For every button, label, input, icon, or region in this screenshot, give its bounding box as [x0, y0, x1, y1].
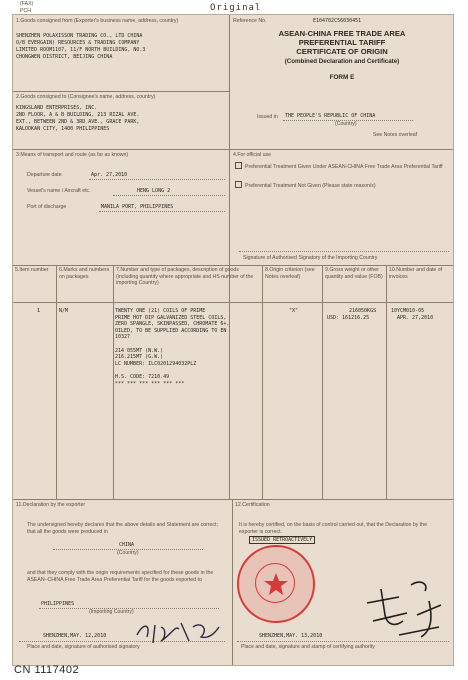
official-use-label: 4.For official use — [233, 152, 271, 158]
goods-description — [115, 308, 261, 387]
checkbox[interactable] — [235, 181, 242, 188]
desc-line: H.S. CODE: 7210.49 — [115, 373, 170, 380]
checkbox[interactable] — [235, 162, 242, 169]
exporter-line: CHONGWEN DISTRICT, BEIJING CHINA — [16, 54, 113, 60]
divider — [13, 91, 229, 92]
see-notes: See Notes overleaf — [373, 132, 418, 138]
invoice-number: 10YCM010-05 — [391, 308, 425, 314]
issued-in-label: Issued in — [257, 114, 278, 120]
divider — [113, 265, 114, 499]
col-marks: 6.Marks and numbers on packages — [59, 267, 110, 280]
gross-weight: 216050KGS — [349, 308, 377, 314]
col-invoices: 10.Number and date of invoices — [389, 267, 443, 280]
preferential-not-given-option[interactable] — [235, 181, 445, 190]
exporter-line: LIMITED ROOM1107, 11/F NORTH BUILDING, NO.3 — [16, 47, 146, 53]
desc-line — [115, 367, 261, 374]
reference-number: E104702C56030451 — [313, 18, 362, 24]
divider — [13, 499, 453, 500]
importing-caption: (Importing Country) — [89, 609, 134, 615]
consignee-line: KALOOKAN CITY, 1400 PHILIPPINES — [16, 126, 110, 132]
underline — [89, 179, 225, 180]
departure-label: Departure date — [27, 172, 62, 178]
col-description: 7.Number and type of packages, description of goods (including quantity where appropriate and HS number of the importing Country) — [116, 267, 254, 286]
country-caption: (Country) — [335, 121, 357, 127]
heading-line: (Combined Declaration and Certificate) — [284, 57, 400, 65]
origin-criterion: "X" — [289, 308, 299, 314]
desc-line: PRIME HOT DIP GALVANIZED STEEL COILS, — [115, 314, 227, 321]
divider — [232, 499, 233, 665]
divider — [56, 265, 57, 499]
exporter-label: 1.Goods consigned from (Exporter's business name, address, country) — [16, 18, 179, 24]
exporter-place-date: SHENZHEN,MAY. 12,2010 — [43, 633, 107, 639]
fob-value: USD: 161216.25 — [327, 315, 370, 321]
invoice-date: APR. 27,2010 — [397, 315, 434, 321]
certificate-sheet — [12, 14, 454, 666]
official-seal-stamp — [237, 545, 315, 623]
underline — [99, 211, 225, 212]
heading-line: CERTIFICATE OF ORIGIN — [296, 47, 388, 57]
exporter-signature-caption: Place and date, signature of authorised signatory — [27, 644, 140, 650]
country-caption: (Country) — [117, 550, 139, 556]
divider — [386, 265, 387, 499]
consignee-line: EXT., BETWEEN 2ND & 3RD AVE., GRACE PARK, — [16, 119, 140, 125]
desc-line — [115, 341, 261, 348]
desc-line: 214 055MT (N.W.) — [115, 347, 164, 354]
form-e-label: FORM E — [329, 73, 355, 81]
importing-country: PHILIPPINES — [41, 601, 75, 607]
transport-label: 3.Means of transport and route (as far as known) — [16, 152, 129, 158]
marks-value: N/M — [59, 308, 69, 314]
heading-line: ASEAN-CHINA FREE TRADE AREA — [278, 29, 406, 38]
divider — [229, 15, 230, 499]
desc-line: OILED, TO BE SUPPLIED ACCORDING TO EN — [115, 327, 227, 334]
col-item-number: 5.Item number — [15, 267, 49, 273]
consignee-line: KINGSLAND ENTERPRISES, INC. — [16, 105, 98, 111]
original-title: Original — [210, 3, 262, 13]
port-of-discharge: MANILA PORT, PHILIPPINES — [101, 204, 174, 210]
certification-label: 12.Certification — [235, 502, 270, 508]
declaration-text: and that they comply with the origin requirements specified for these goods in the ASEAN–CHINA Free Trade Area Preferential Tariff for the goods exported to — [27, 570, 214, 583]
port-label: Port of discharge — [27, 204, 67, 210]
certificate-heading — [231, 29, 453, 82]
issued-country: THE PEOPLE'S REPUBLIC OF CHINA — [285, 113, 376, 119]
option-text: Preferential Treatment Not Given (Please state reason/s) — [245, 183, 376, 189]
exporter-signature — [131, 615, 223, 649]
exporter-line: SHENZHEN POLAXISSON TRADING CO., LTD CHINA — [16, 33, 143, 39]
consignee-line: 2ND FLOOR, A & B BUILDING, 213 RIZAL AVE. — [16, 112, 140, 118]
divider — [13, 302, 453, 303]
declaration-text: The undersigned hereby declares that the above details and Statement are correct; that all the goods were produced in — [27, 522, 218, 535]
underline — [113, 195, 225, 196]
declaration-label: 11.Declaration by the exporter — [16, 502, 86, 508]
divider — [13, 265, 453, 266]
certifier-place-date: SHENZHEN,MAY. 13,2010 — [259, 633, 323, 639]
seal-star-icon — [263, 571, 289, 597]
option-text: Preferential Treatment Given Under ASEAN-CHINA Free Trade Area Preferential Tariff — [245, 164, 443, 170]
divider — [322, 265, 323, 499]
vessel-name: HENG LONG 2 — [137, 188, 171, 194]
signature-line — [239, 251, 449, 252]
reference-label: Reference No. — [233, 18, 267, 24]
certifier-signature — [359, 575, 451, 645]
vessel-label: Vessel's name / Aircraft etc. — [27, 188, 91, 194]
heading-line: PREFERENTIAL TARIFF — [298, 38, 386, 48]
divider — [13, 149, 453, 150]
certification-text: It is hereby certified, on the basis of control carried out, that the Declaration by the exporter is correct. — [239, 522, 428, 535]
departure-date: Apr. 27,2010 — [91, 172, 128, 178]
desc-line: 216.215MT (G.W.) — [115, 354, 164, 361]
consignee-label: 2.Goods consigned to (Consignee's name, address, country) — [16, 94, 156, 100]
pcn-label: PCH — [20, 8, 31, 14]
col-gross-weight: 9.Gross weight or other quantity and value (FOB) — [325, 267, 383, 280]
desc-line: LC NUMBER: ILC0201294032PLZ — [115, 360, 197, 367]
item-number: 1 — [37, 308, 41, 314]
col-origin-criterion: 8.Origin criterion (see Notes overleaf) — [265, 267, 315, 280]
preferential-given-option[interactable] — [235, 162, 445, 171]
certifier-signature-caption: Place and date, signature and stamp of certifying authority — [241, 644, 375, 650]
producing-country: CHINA — [119, 542, 135, 548]
desc-line: *** *** *** *** *** *** — [115, 380, 185, 387]
desc-line: ZERO SPANGLE, SKINPASSED, CHROMATE 6+, — [115, 321, 230, 328]
desc-line: 10327 — [115, 334, 131, 341]
fax-label: (FAX) — [20, 1, 34, 7]
importing-signature-caption: Signature of Authorised Signatory of the Importing Country — [243, 255, 378, 261]
issued-retroactively-stamp: ISSUED RETROACTIVELY — [249, 536, 315, 544]
exporter-line: O/B EVERGAIN) RESOURCES & TRADING COMPANY — [16, 40, 140, 46]
desc-line: TWENTY ONE (21) COILS OF PRIME — [115, 308, 206, 314]
divider — [262, 265, 263, 499]
serial-number: CN 1117402 — [14, 664, 80, 676]
